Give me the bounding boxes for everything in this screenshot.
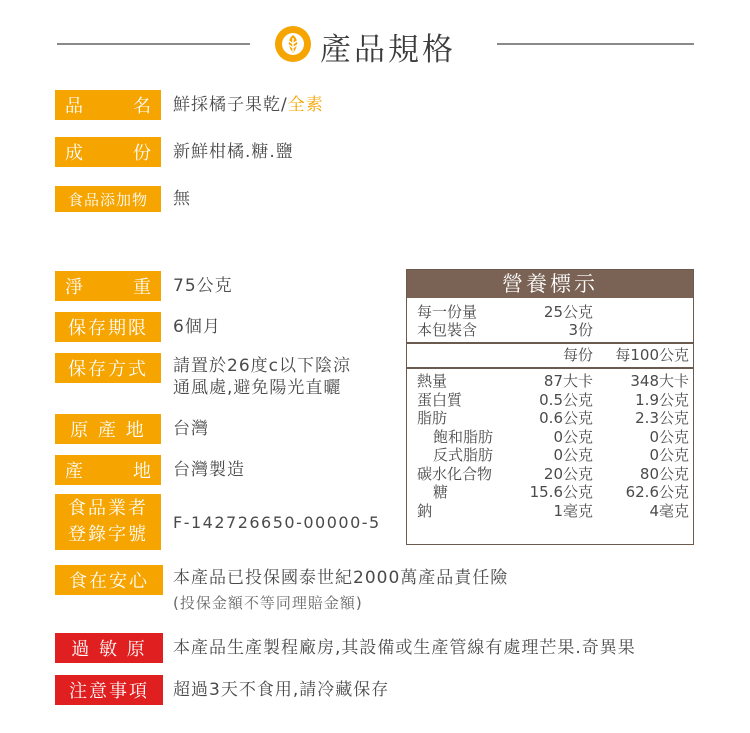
value-product-name: 鮮採橘子果乾/全素 bbox=[173, 95, 324, 115]
label-net-weight: 淨 重 bbox=[55, 271, 161, 301]
nutrition-divider bbox=[407, 342, 693, 344]
nutrient-name: 鈉 bbox=[417, 501, 433, 520]
nutrition-row bbox=[407, 465, 693, 483]
nutrient-per-serving: 1毫克 bbox=[553, 501, 593, 520]
nutrient-per-serving: 20公克 bbox=[543, 464, 593, 483]
label-ingredients: 成 份 bbox=[55, 137, 161, 167]
page-header bbox=[0, 22, 750, 66]
header-divider-right bbox=[497, 43, 694, 45]
value-origin: 台灣 bbox=[173, 419, 209, 439]
leaf-icon bbox=[275, 26, 311, 62]
nutrition-row bbox=[407, 502, 693, 520]
label-shelf-life: 保存期限 bbox=[55, 312, 161, 342]
nutrient-name: 飽和脂肪 bbox=[433, 427, 494, 446]
nutrient-per-100g: 0公克 bbox=[649, 446, 689, 464]
nutrient-per-serving: 0公克 bbox=[553, 446, 593, 464]
label-product-name: 品 名 bbox=[55, 90, 161, 120]
nutrition-row bbox=[407, 483, 693, 501]
nutrition-servings-row: 本包裝含 3份 bbox=[417, 321, 593, 339]
label-allergen: 過 敏 原 bbox=[55, 633, 163, 663]
value-registration: F-142726650-00000-5 bbox=[173, 513, 381, 532]
nutrition-table bbox=[406, 269, 694, 545]
nutrient-per-serving: 0.6公克 bbox=[539, 409, 593, 427]
nutrition-column-header: 每份 每100公克 bbox=[562, 346, 689, 364]
nutrient-per-serving: 0.5公克 bbox=[539, 390, 593, 409]
nutrient-per-100g: 0公克 bbox=[649, 427, 689, 446]
nutrition-row bbox=[407, 446, 693, 464]
value-safety: 本產品已投保國泰世紀2000萬產品責任險 bbox=[173, 568, 509, 588]
nutrition-row bbox=[407, 372, 693, 390]
page-title: 產品規格 bbox=[320, 32, 456, 68]
nutrition-title: 營養標示 bbox=[407, 270, 693, 298]
nutrient-per-100g: 348大卡 bbox=[630, 372, 689, 390]
nutrient-name: 熱量 bbox=[417, 372, 448, 390]
nutrition-divider bbox=[407, 367, 693, 369]
nutrition-row bbox=[407, 409, 693, 427]
nutrient-per-serving: 87大卡 bbox=[543, 372, 593, 390]
nutrient-name: 蛋白質 bbox=[417, 390, 463, 409]
header-divider-left bbox=[57, 43, 250, 45]
label-origin: 原 產 地 bbox=[55, 414, 161, 444]
label-registration: 食品業者 登錄字號 bbox=[55, 494, 161, 550]
nutrient-per-100g: 4毫克 bbox=[649, 501, 689, 520]
label-additives: 食品添加物 bbox=[55, 186, 161, 212]
nutrient-per-serving: 0公克 bbox=[553, 427, 593, 446]
nutrient-per-serving: 15.6公克 bbox=[529, 483, 593, 501]
label-storage: 保存方式 bbox=[55, 353, 161, 383]
nutrient-per-100g: 1.9公克 bbox=[635, 390, 689, 409]
value-additives: 無 bbox=[173, 189, 191, 209]
nutrient-per-100g: 62.6公克 bbox=[625, 483, 689, 501]
nutrient-per-100g: 80公克 bbox=[639, 464, 689, 483]
label-safety: 食在安心 bbox=[55, 565, 163, 595]
nutrition-serving-size-row: 每一份量 25公克 bbox=[417, 303, 593, 321]
value-allergen: 本產品生產製程廠房,其設備或生產管線有處理芒果.奇異果 bbox=[173, 638, 636, 658]
label-production: 產 地 bbox=[55, 455, 161, 485]
nutrient-name: 脂肪 bbox=[417, 409, 448, 427]
value-safety-note: (投保金額不等同理賠金額) bbox=[173, 594, 363, 612]
value-production: 台灣製造 bbox=[173, 460, 245, 480]
value-shelf-life: 6個月 bbox=[173, 317, 221, 337]
value-net-weight: 75公克 bbox=[173, 276, 233, 296]
nutrient-per-100g: 2.3公克 bbox=[635, 409, 689, 427]
label-caution: 注意事項 bbox=[55, 675, 163, 705]
nutrition-row bbox=[407, 391, 693, 409]
value-ingredients: 新鮮柑橘.糖.鹽 bbox=[173, 142, 294, 162]
value-storage: 請置於26度c以下陰涼 通風處,避免陽光直曬 bbox=[173, 356, 351, 398]
nutrient-name: 碳水化合物 bbox=[417, 464, 493, 483]
nutrient-name: 糖 bbox=[433, 483, 449, 501]
nutrition-row bbox=[407, 428, 693, 446]
value-caution: 超過3天不食用,請冷藏保存 bbox=[173, 680, 390, 700]
nutrient-name: 反式脂肪 bbox=[433, 446, 494, 464]
